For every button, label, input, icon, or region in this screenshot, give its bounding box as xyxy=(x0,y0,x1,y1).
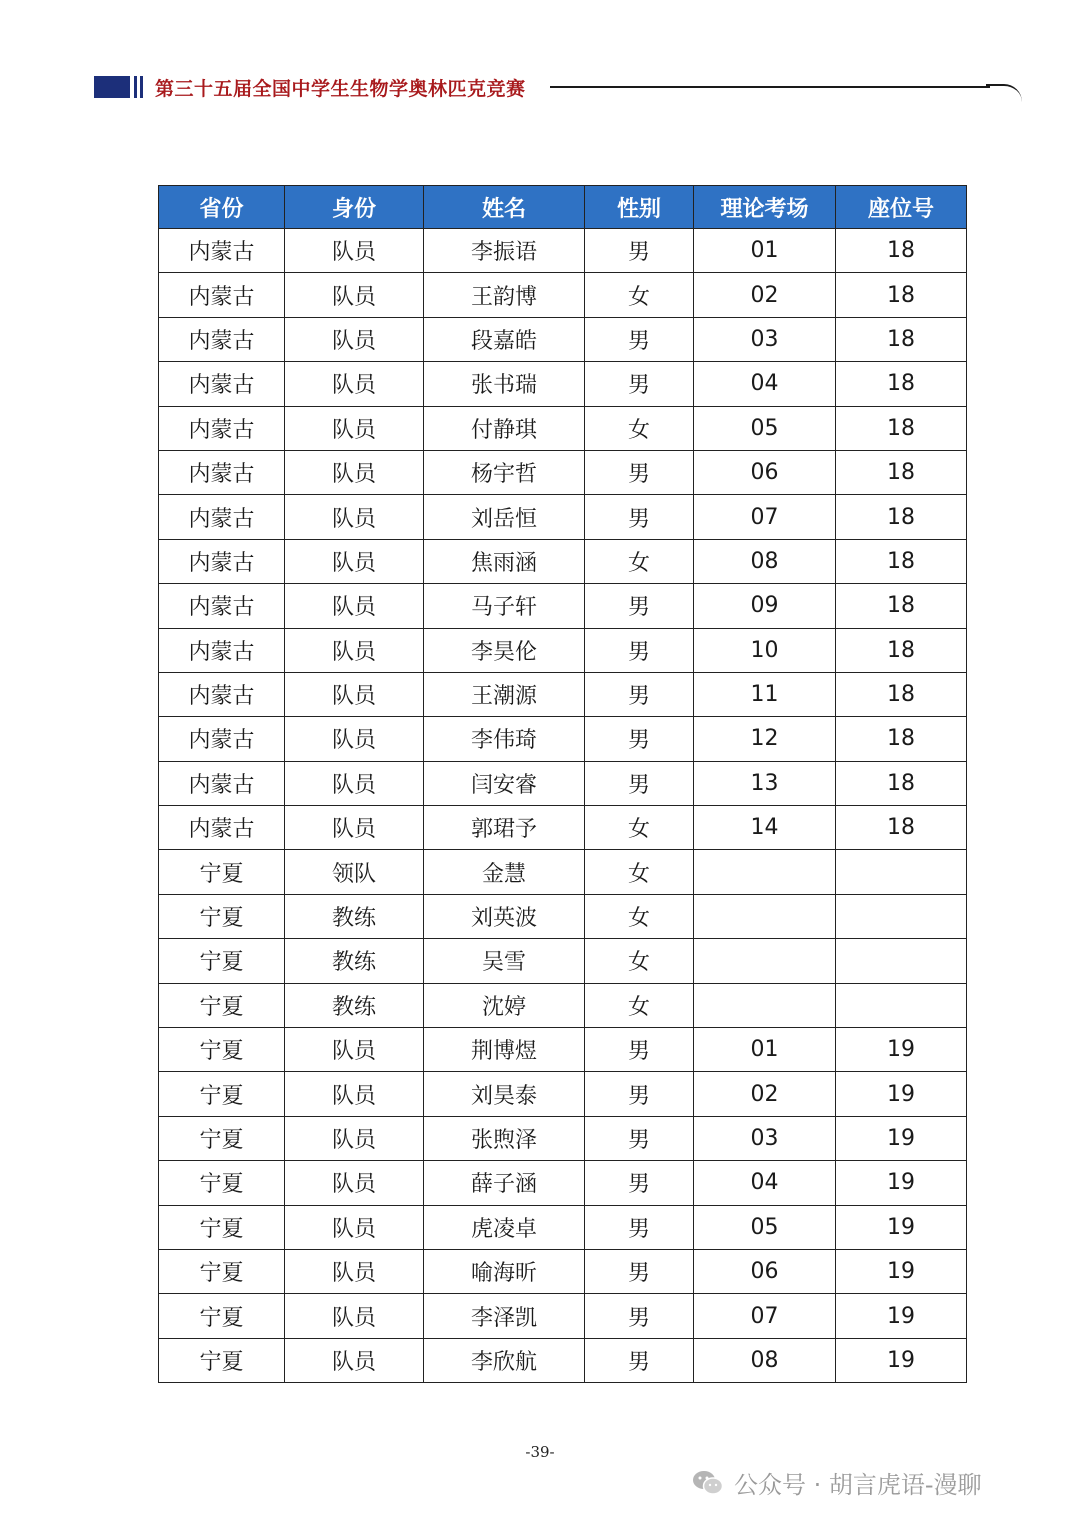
cell-name: 李伟琦 xyxy=(424,717,585,761)
cell-province: 内蒙古 xyxy=(159,672,285,716)
cell-province: 内蒙古 xyxy=(159,628,285,672)
cell-province: 内蒙古 xyxy=(159,450,285,494)
cell-role: 队员 xyxy=(285,495,424,539)
table-row xyxy=(159,672,967,716)
cell-name: 吴雪 xyxy=(424,939,585,983)
table-header-row xyxy=(159,186,967,229)
cell-role: 队员 xyxy=(285,1072,424,1116)
cell-role: 队员 xyxy=(285,317,424,361)
cell-province: 内蒙古 xyxy=(159,584,285,628)
cell-exam-room: 02 xyxy=(694,1072,836,1116)
cell-role: 队员 xyxy=(285,761,424,805)
cell-exam-room: 06 xyxy=(694,450,836,494)
cell-name: 喻海昕 xyxy=(424,1249,585,1293)
cell-exam-room: 03 xyxy=(694,1116,836,1160)
cell-gender: 女 xyxy=(585,939,694,983)
table-row xyxy=(159,495,967,539)
column-header-exam-room: 理论考场 xyxy=(694,186,836,229)
cell-seat-number: 18 xyxy=(836,672,967,716)
cell-province: 宁夏 xyxy=(159,1161,285,1205)
cell-seat-number: 18 xyxy=(836,317,967,361)
header-rule xyxy=(550,86,990,88)
cell-name: 闫安睿 xyxy=(424,761,585,805)
cell-province: 宁夏 xyxy=(159,1072,285,1116)
cell-role: 队员 xyxy=(285,717,424,761)
cell-exam-room: 02 xyxy=(694,273,836,317)
cell-role: 队员 xyxy=(285,1028,424,1072)
column-header-name: 姓名 xyxy=(424,186,585,229)
table-row xyxy=(159,1338,967,1382)
cell-name: 段嘉皓 xyxy=(424,317,585,361)
cell-gender: 男 xyxy=(585,717,694,761)
cell-name: 刘英波 xyxy=(424,894,585,938)
cell-gender: 男 xyxy=(585,495,694,539)
cell-exam-room xyxy=(694,983,836,1027)
table-row xyxy=(159,1294,967,1338)
cell-role: 队员 xyxy=(285,628,424,672)
cell-name: 李泽凯 xyxy=(424,1294,585,1338)
cell-name: 沈婷 xyxy=(424,983,585,1027)
cell-seat-number: 18 xyxy=(836,628,967,672)
cell-gender: 女 xyxy=(585,983,694,1027)
cell-role: 队员 xyxy=(285,1161,424,1205)
cell-name: 虎凌卓 xyxy=(424,1205,585,1249)
cell-name: 薛子涵 xyxy=(424,1161,585,1205)
cell-seat-number: 19 xyxy=(836,1249,967,1293)
cell-exam-room xyxy=(694,850,836,894)
table-row xyxy=(159,317,967,361)
column-header-province: 省份 xyxy=(159,186,285,229)
cell-exam-room: 12 xyxy=(694,717,836,761)
cell-province: 宁夏 xyxy=(159,894,285,938)
cell-gender: 女 xyxy=(585,539,694,583)
cell-name: 李欣航 xyxy=(424,1338,585,1382)
table-row xyxy=(159,1249,967,1293)
column-header-gender: 性别 xyxy=(585,186,694,229)
cell-role: 队员 xyxy=(285,450,424,494)
column-header-role: 身份 xyxy=(285,186,424,229)
cell-seat-number: 18 xyxy=(836,362,967,406)
cell-role: 教练 xyxy=(285,983,424,1027)
watermark-text: 公众号 · 胡言虎语-漫聊 xyxy=(734,1471,982,1499)
cell-province: 宁夏 xyxy=(159,1116,285,1160)
cell-name: 张煦泽 xyxy=(424,1116,585,1160)
table-row xyxy=(159,939,967,983)
cell-exam-room: 05 xyxy=(694,406,836,450)
cell-exam-room: 08 xyxy=(694,539,836,583)
cell-role: 队员 xyxy=(285,584,424,628)
cell-name: 付静琪 xyxy=(424,406,585,450)
cell-seat-number: 19 xyxy=(836,1205,967,1249)
cell-seat-number: 19 xyxy=(836,1116,967,1160)
table-row xyxy=(159,717,967,761)
cell-gender: 男 xyxy=(585,450,694,494)
table-row xyxy=(159,850,967,894)
cell-province: 内蒙古 xyxy=(159,273,285,317)
cell-seat-number: 19 xyxy=(836,1294,967,1338)
cell-role: 队员 xyxy=(285,362,424,406)
cell-gender: 女 xyxy=(585,273,694,317)
cell-name: 杨宇哲 xyxy=(424,450,585,494)
cell-role: 队员 xyxy=(285,1249,424,1293)
cell-gender: 男 xyxy=(585,584,694,628)
cell-name: 王韵博 xyxy=(424,273,585,317)
cell-seat-number xyxy=(836,939,967,983)
cell-gender: 男 xyxy=(585,1161,694,1205)
wechat-icon xyxy=(692,1470,724,1496)
table-row xyxy=(159,983,967,1027)
cell-role: 教练 xyxy=(285,939,424,983)
column-header-seat-number: 座位号 xyxy=(836,186,967,229)
cell-seat-number xyxy=(836,983,967,1027)
cell-province: 宁夏 xyxy=(159,939,285,983)
cell-exam-room: 10 xyxy=(694,628,836,672)
cell-exam-room: 07 xyxy=(694,1294,836,1338)
table-row xyxy=(159,1072,967,1116)
cell-province: 内蒙古 xyxy=(159,717,285,761)
table-row xyxy=(159,539,967,583)
cell-seat-number: 18 xyxy=(836,584,967,628)
cell-exam-room: 11 xyxy=(694,672,836,716)
cell-exam-room xyxy=(694,894,836,938)
table-row xyxy=(159,628,967,672)
cell-name: 李振语 xyxy=(424,229,585,273)
cell-exam-room: 14 xyxy=(694,806,836,850)
cell-province: 宁夏 xyxy=(159,1028,285,1072)
table-row xyxy=(159,1205,967,1249)
header-logo-bar xyxy=(94,76,130,98)
cell-role: 队员 xyxy=(285,273,424,317)
cell-seat-number xyxy=(836,850,967,894)
cell-province: 内蒙古 xyxy=(159,406,285,450)
cell-seat-number: 18 xyxy=(836,495,967,539)
table-row xyxy=(159,1161,967,1205)
cell-seat-number: 18 xyxy=(836,229,967,273)
cell-province: 宁夏 xyxy=(159,983,285,1027)
cell-gender: 男 xyxy=(585,672,694,716)
cell-province: 内蒙古 xyxy=(159,806,285,850)
cell-role: 队员 xyxy=(285,1116,424,1160)
table-row xyxy=(159,450,967,494)
cell-gender: 男 xyxy=(585,1205,694,1249)
cell-seat-number: 18 xyxy=(836,450,967,494)
table-row xyxy=(159,362,967,406)
table-row xyxy=(159,806,967,850)
cell-seat-number: 19 xyxy=(836,1161,967,1205)
cell-exam-room: 04 xyxy=(694,362,836,406)
cell-name: 王潮源 xyxy=(424,672,585,716)
cell-gender: 男 xyxy=(585,1116,694,1160)
cell-name: 焦雨涵 xyxy=(424,539,585,583)
cell-gender: 男 xyxy=(585,1249,694,1293)
cell-province: 宁夏 xyxy=(159,1294,285,1338)
cell-gender: 女 xyxy=(585,806,694,850)
cell-role: 教练 xyxy=(285,894,424,938)
cell-gender: 男 xyxy=(585,761,694,805)
cell-exam-room: 05 xyxy=(694,1205,836,1249)
cell-seat-number: 19 xyxy=(836,1028,967,1072)
header-rule-curve xyxy=(986,84,1022,102)
cell-gender: 男 xyxy=(585,362,694,406)
table-row xyxy=(159,229,967,273)
cell-role: 领队 xyxy=(285,850,424,894)
cell-province: 宁夏 xyxy=(159,1205,285,1249)
cell-exam-room: 13 xyxy=(694,761,836,805)
cell-province: 宁夏 xyxy=(159,850,285,894)
cell-exam-room: 06 xyxy=(694,1249,836,1293)
cell-exam-room: 04 xyxy=(694,1161,836,1205)
table-row xyxy=(159,1116,967,1160)
table-row xyxy=(159,273,967,317)
cell-name: 金慧 xyxy=(424,850,585,894)
table-row xyxy=(159,761,967,805)
cell-exam-room: 09 xyxy=(694,584,836,628)
cell-seat-number: 19 xyxy=(836,1072,967,1116)
cell-role: 队员 xyxy=(285,1294,424,1338)
cell-seat-number: 18 xyxy=(836,717,967,761)
cell-province: 内蒙古 xyxy=(159,495,285,539)
cell-role: 队员 xyxy=(285,406,424,450)
cell-role: 队员 xyxy=(285,1338,424,1382)
cell-gender: 男 xyxy=(585,317,694,361)
cell-province: 宁夏 xyxy=(159,1249,285,1293)
cell-gender: 男 xyxy=(585,1072,694,1116)
cell-name: 刘岳恒 xyxy=(424,495,585,539)
cell-exam-room: 07 xyxy=(694,495,836,539)
cell-seat-number xyxy=(836,894,967,938)
roster-table xyxy=(158,185,967,1383)
cell-seat-number: 18 xyxy=(836,273,967,317)
cell-province: 内蒙古 xyxy=(159,539,285,583)
cell-seat-number: 18 xyxy=(836,761,967,805)
cell-province: 内蒙古 xyxy=(159,362,285,406)
cell-gender: 男 xyxy=(585,1028,694,1072)
cell-exam-room: 03 xyxy=(694,317,836,361)
cell-name: 刘昊泰 xyxy=(424,1072,585,1116)
cell-gender: 女 xyxy=(585,406,694,450)
table-row xyxy=(159,406,967,450)
header-stripes xyxy=(134,76,148,98)
cell-exam-room xyxy=(694,939,836,983)
cell-province: 内蒙古 xyxy=(159,761,285,805)
table-row xyxy=(159,894,967,938)
cell-seat-number: 18 xyxy=(836,806,967,850)
cell-name: 张书瑞 xyxy=(424,362,585,406)
cell-name: 荆博煜 xyxy=(424,1028,585,1072)
cell-province: 宁夏 xyxy=(159,1338,285,1382)
header-title: 第三十五届全国中学生生物学奥林匹克竞赛 xyxy=(155,78,526,100)
cell-exam-room: 01 xyxy=(694,229,836,273)
cell-role: 队员 xyxy=(285,1205,424,1249)
cell-role: 队员 xyxy=(285,806,424,850)
cell-gender: 女 xyxy=(585,850,694,894)
cell-role: 队员 xyxy=(285,672,424,716)
cell-province: 内蒙古 xyxy=(159,317,285,361)
page-number: -39- xyxy=(525,1443,555,1461)
cell-gender: 男 xyxy=(585,628,694,672)
cell-seat-number: 18 xyxy=(836,406,967,450)
cell-name: 郭珺予 xyxy=(424,806,585,850)
cell-exam-room: 08 xyxy=(694,1338,836,1382)
table-row xyxy=(159,1028,967,1072)
cell-gender: 男 xyxy=(585,1294,694,1338)
table-row xyxy=(159,584,967,628)
cell-exam-room: 01 xyxy=(694,1028,836,1072)
table-body xyxy=(159,229,967,1383)
cell-role: 队员 xyxy=(285,229,424,273)
cell-role: 队员 xyxy=(285,539,424,583)
cell-gender: 男 xyxy=(585,229,694,273)
cell-gender: 男 xyxy=(585,1338,694,1382)
cell-province: 内蒙古 xyxy=(159,229,285,273)
cell-name: 李昊伦 xyxy=(424,628,585,672)
cell-name: 马子轩 xyxy=(424,584,585,628)
watermark xyxy=(692,1465,982,1500)
cell-gender: 女 xyxy=(585,894,694,938)
cell-seat-number: 19 xyxy=(836,1338,967,1382)
cell-seat-number: 18 xyxy=(836,539,967,583)
